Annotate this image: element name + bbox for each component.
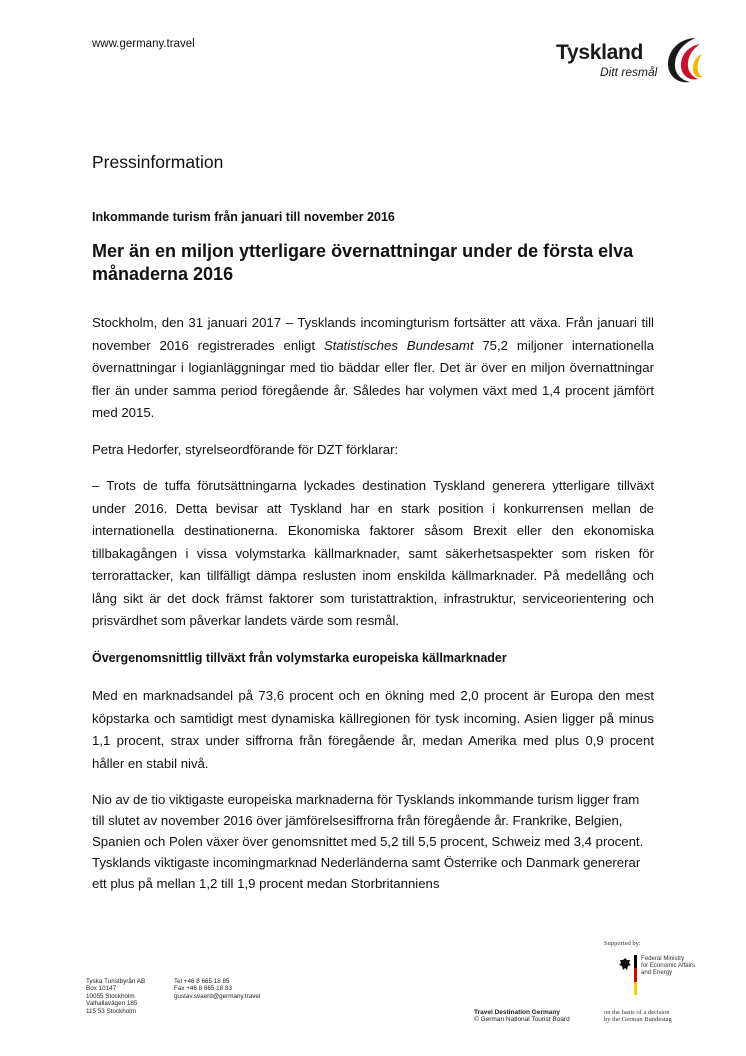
article-body [92, 312, 654, 908]
phone-number: Tel +46 8 665 18 85 [174, 978, 230, 985]
email-link[interactable]: gustav.svaerd@germany.travel [174, 992, 261, 1000]
logo-title: Tyskland [556, 41, 644, 64]
supported-by-label: Supported by: [604, 940, 641, 947]
section-subheading: Övergenomsnittlig tillväxt från volymstarka europeiska källmarknader [92, 650, 507, 665]
paragraph-2: Petra Hedorfer, styrelseordförande för DZT förklarar: [92, 441, 399, 457]
paragraph-1: Stockholm, den 31 januari 2017 – Tysklands incomingturism fortsätter att växa. Från januari till november 2016 registrerades enligt Statistisches Bundesamt 75,2 miljoner internationella övernattningar i logianläggningar med tio bäddar eller fler. Det är över en miljon övernattningar fler än under samma period föregående år. Således har volymen växt med 1,4 procent jämfört med 2015. [92, 315, 654, 420]
logo-swoosh-icon [658, 34, 704, 86]
tdg-label: Travel Destination Germany © German National Tourist Board [474, 1009, 570, 1024]
source-name: Statistisches Bundesamt [323, 337, 474, 353]
fax-number: Fax +46 8 665 18 83 [174, 985, 232, 993]
header-url[interactable]: www.germany.travel [92, 38, 195, 50]
ministry-label: Federal Ministry for Economic Affairs and Energy [641, 955, 696, 976]
kicker-line: Inkommande turism från januari till november 2016 [92, 210, 395, 224]
bundestag-basis-label: on the basis of a decision by the German Bundestag [604, 1009, 672, 1024]
tyskland-logo [548, 38, 698, 90]
logo-subtitle: Ditt resmål [600, 65, 658, 79]
german-flag-bar [634, 955, 637, 995]
federal-eagle-icon [618, 957, 632, 971]
footer-address: Tyska Turistbyrån AB Box 10147 10055 Stockholm Valhallavägen 185 115 53 Stockholm [86, 978, 146, 1015]
footer-contact [174, 978, 260, 1000]
paragraph-4: Med en marknadsandel på 73,6 procent och en ökning med 2,0 procent är Europa den mest köpstarka och samtidigt mest dynamiska källregionen för tysk incoming. Asien ligger på minus 1,1 procent, strax under siffrorna från föregående år, medan Amerika med plus 0,9 procent håller en stabil nivå. [92, 688, 654, 771]
article-title: Mer än en miljon ytterligare övernattningar under de första elva månaderna 2016 [92, 241, 634, 284]
paragraph-3: – Trots de tuffa förutsättningarna lyckades destination Tyskland generera ytterligare tillväxt under 2016. Detta bevisar att Tyskland har en stark position i konkurrensen mellan de internationella destinationerna. Ekonomiska faktorer såsom Brexit eller den ekonomiska tillbakagången i vissa volymstarka källmarknader, samt säkerhetsaspekter som risken för terrorattacker, kan tillfälligt dämpa reslusten inom enskilda källmarknader. På medellång och lång sikt är det dock främst faktorer som turistattraktion, infrastruktur, serviceorientering och prisvärdhet som påverkar landets värde som resmål. [92, 478, 654, 628]
page-heading: Pressinformation [92, 152, 224, 172]
paragraph-5: Nio av de tio viktigaste europeiska marknaderna för Tysklands inkommande turism ligger fram till slutet av november 2016 över jämförelsesiffrorna från föregående år. Frankrike, Belgien, Spanien och Polen växer över genomsnittet med 5,2 till 5,5 procent, Schweiz med 3,4 procent. Tysklands viktigaste incomingmarknad Nederländerna samt Österrike och Danmark genererar ett plus på mellan 1,2 till 1,9 procent medan Storbritanniens [92, 792, 644, 891]
